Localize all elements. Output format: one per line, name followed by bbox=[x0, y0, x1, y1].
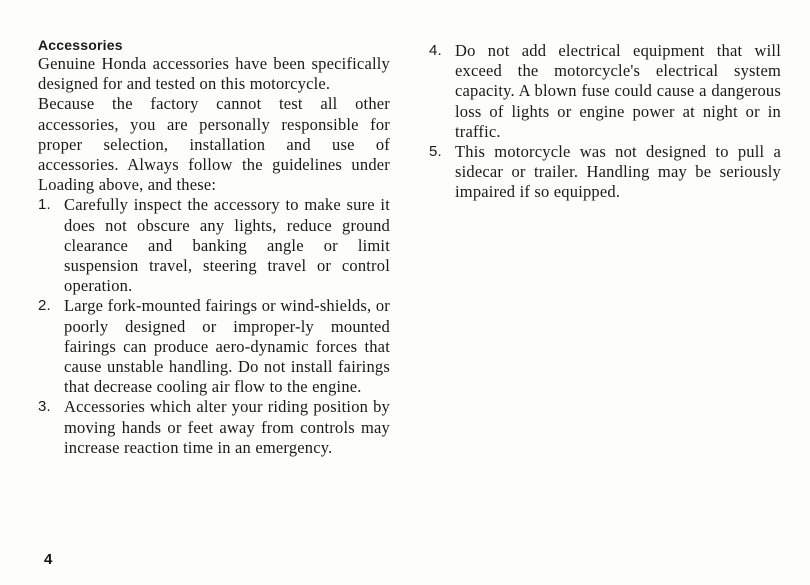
right-column bbox=[429, 41, 781, 203]
list-item-text: This motorcycle was not designed to pull a sidecar or trailer. Handling may be seriously impaired if so equipped. bbox=[455, 142, 781, 202]
list-item-text: Large fork-mounted fairings or wind-shields, or poorly designed or improper-ly mounted fairings can produce aero-dynamic forces that cause unstable handling. Do not install fairings that decrease cooling air flow to the engine. bbox=[64, 296, 390, 397]
accessory-guidelines-list bbox=[38, 195, 390, 458]
list-item-text: Do not add electrical equipment that will exceed the motorcycle's electrical system capacity. A blown fuse could cause a dangerous loss of lights or engine power at night or in traffic. bbox=[455, 41, 781, 141]
left-column bbox=[38, 36, 390, 458]
list-item bbox=[429, 41, 781, 142]
list-item-number: 3. bbox=[38, 398, 51, 416]
list-item bbox=[38, 397, 390, 458]
list-item bbox=[38, 296, 390, 397]
list-item-number: 4. bbox=[429, 42, 442, 59]
list-item-number: 2. bbox=[38, 297, 51, 315]
list-item bbox=[38, 195, 390, 296]
page-number: 4 bbox=[44, 551, 53, 568]
body-paragraph: Because the factory cannot test all other accessories, you are personally responsible for proper selection, installation and use of accessories. Always follow the guidelines under Loading above, and these: bbox=[38, 94, 390, 195]
list-item bbox=[429, 142, 781, 203]
accessory-guidelines-list-continued bbox=[429, 41, 781, 203]
list-item-text: Accessories which alter your riding position by moving hands or feet away from controls may increase reaction time in an emergency. bbox=[64, 397, 390, 457]
intro-paragraph: Genuine Honda accessories have been specifically designed for and tested on this motorcycle. bbox=[38, 54, 390, 94]
section-title: Accessories bbox=[38, 37, 123, 53]
list-item-number: 5. bbox=[429, 143, 442, 161]
list-item-number: 1. bbox=[38, 196, 51, 214]
list-item-text: Carefully inspect the accessory to make sure it does not obscure any lights, reduce ground clearance and banking angle or limit suspension travel, steering travel or control operation. bbox=[64, 195, 390, 296]
